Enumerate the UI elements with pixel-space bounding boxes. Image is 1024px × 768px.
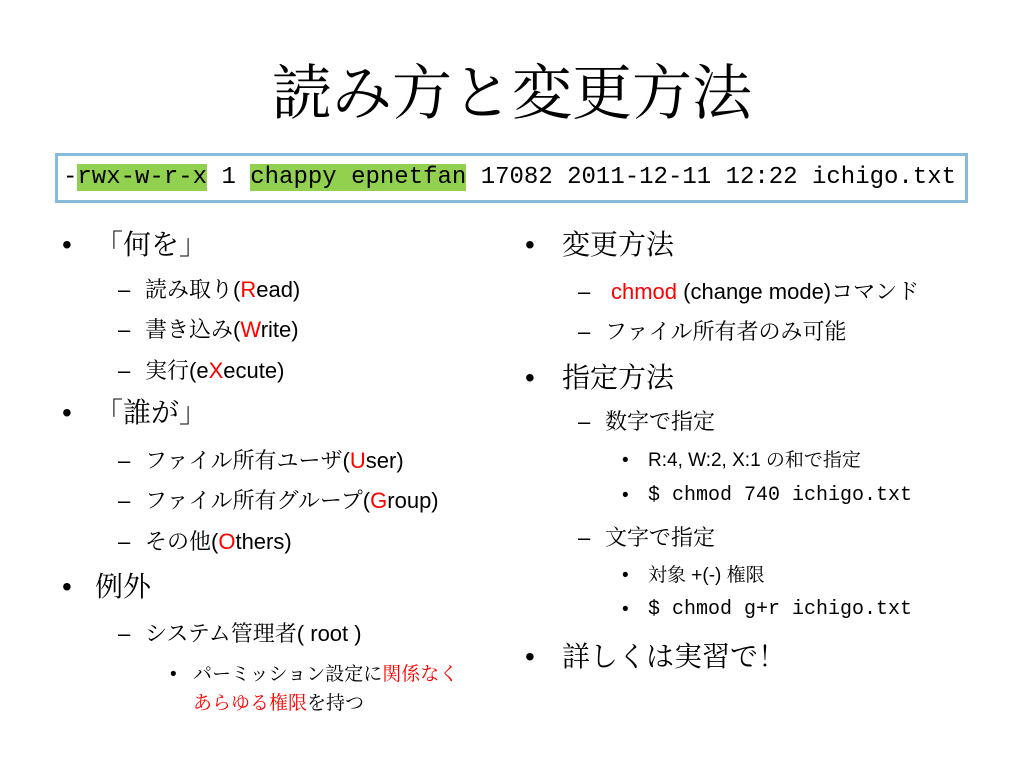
bullet-icon: • bbox=[525, 641, 535, 672]
bullet-heading: 詳しくは実習で！ bbox=[562, 641, 787, 672]
text: を持つ bbox=[307, 693, 365, 714]
slide-title: 読み方と変更方法 bbox=[272, 59, 752, 129]
permission-string: rwx-w-r-x bbox=[77, 164, 208, 191]
text: 読み取り( bbox=[145, 277, 241, 302]
sub-sub-item-text: R:4, W:2, X:1 の和で指定 bbox=[648, 450, 861, 471]
text: その他( bbox=[145, 529, 219, 554]
emphasis-text: G bbox=[370, 488, 388, 513]
file-listing-line bbox=[63, 166, 956, 190]
bullet-icon: • bbox=[525, 362, 535, 393]
text: (change mode)コマンド bbox=[677, 279, 920, 304]
sub-sub-item-text: 対象 +(-) 権限 bbox=[648, 565, 765, 586]
bullet-heading: 指定方法 bbox=[562, 362, 675, 393]
bullet-heading: 「何を」 bbox=[95, 229, 208, 260]
dash-icon: – bbox=[118, 358, 131, 383]
bullet-heading: 変更方法 bbox=[562, 229, 675, 260]
text: ser) bbox=[365, 448, 404, 473]
owner-name: chappy bbox=[250, 164, 337, 191]
text: ecute) bbox=[223, 358, 285, 383]
bullet-icon: • bbox=[62, 397, 72, 428]
emphasis-text: X bbox=[208, 358, 224, 383]
file-size: 17082 bbox=[480, 164, 553, 191]
sub-item-text: 数字で指定 bbox=[605, 409, 716, 434]
dash-icon: – bbox=[118, 448, 131, 473]
code-line: $ chmod g+r ichigo.txt bbox=[648, 598, 913, 621]
text: ファイル所有グループ( bbox=[145, 488, 371, 513]
link-count: 1 bbox=[221, 164, 236, 191]
bullet-item bbox=[0, 643, 1024, 755]
group-name: epnetfan bbox=[351, 164, 467, 191]
text: ead) bbox=[256, 277, 301, 302]
code-line: $ chmod 740 ichigo.txt bbox=[648, 484, 913, 507]
emphasis-text: R bbox=[240, 277, 257, 302]
sub-item-text: システム管理者( root ) bbox=[145, 621, 362, 646]
dash-icon: – bbox=[118, 317, 131, 342]
owner-group-highlight bbox=[250, 164, 466, 191]
dash-icon: – bbox=[118, 529, 131, 554]
emphasis-text: chmod bbox=[611, 279, 678, 304]
dash-icon: – bbox=[118, 488, 131, 513]
modified-time: 12:22 bbox=[725, 164, 798, 191]
emphasis-text: 関係なく bbox=[382, 664, 459, 685]
dash-icon: – bbox=[578, 525, 591, 550]
dash-icon: – bbox=[118, 621, 131, 646]
text: 実行(e bbox=[145, 358, 209, 383]
file-listing-box bbox=[55, 153, 968, 203]
bullet-heading: 「誰が」 bbox=[95, 397, 208, 428]
bullet-icon: • bbox=[622, 485, 629, 506]
file-name: ichigo.txt bbox=[811, 164, 957, 191]
text: roup) bbox=[387, 488, 439, 513]
text: rite) bbox=[260, 317, 299, 342]
sub-item-text bbox=[611, 281, 919, 303]
bullet-icon: • bbox=[62, 571, 72, 602]
emphasis-text: W bbox=[240, 317, 261, 342]
dash-icon: – bbox=[578, 409, 591, 434]
text: 書き込み( bbox=[145, 317, 241, 342]
dash-icon: – bbox=[578, 279, 591, 304]
dash-icon: – bbox=[118, 277, 131, 302]
bullet-icon: • bbox=[622, 599, 629, 620]
text: ファイル所有ユーザ( bbox=[145, 448, 350, 473]
bullet-icon: • bbox=[62, 229, 72, 260]
modified-date: 2011-12-11 bbox=[567, 164, 712, 191]
emphasis-text: O bbox=[218, 529, 236, 554]
bullet-heading: 例外 bbox=[95, 571, 152, 602]
text: パーミッション設定に bbox=[193, 664, 383, 685]
sub-item-text: ファイル所有者のみ可能 bbox=[605, 319, 847, 344]
bullet-icon: • bbox=[525, 229, 535, 260]
emphasis-text: あらゆる権限 bbox=[193, 693, 308, 714]
text: thers) bbox=[235, 529, 292, 554]
dash-icon: – bbox=[578, 319, 591, 344]
emphasis-text: U bbox=[349, 448, 366, 473]
bullet-icon: • bbox=[170, 664, 177, 685]
sub-item-text: 文字で指定 bbox=[605, 525, 716, 550]
file-type-char: - bbox=[63, 164, 78, 191]
bullet-icon: • bbox=[622, 450, 629, 471]
bullet-icon: • bbox=[622, 565, 629, 586]
